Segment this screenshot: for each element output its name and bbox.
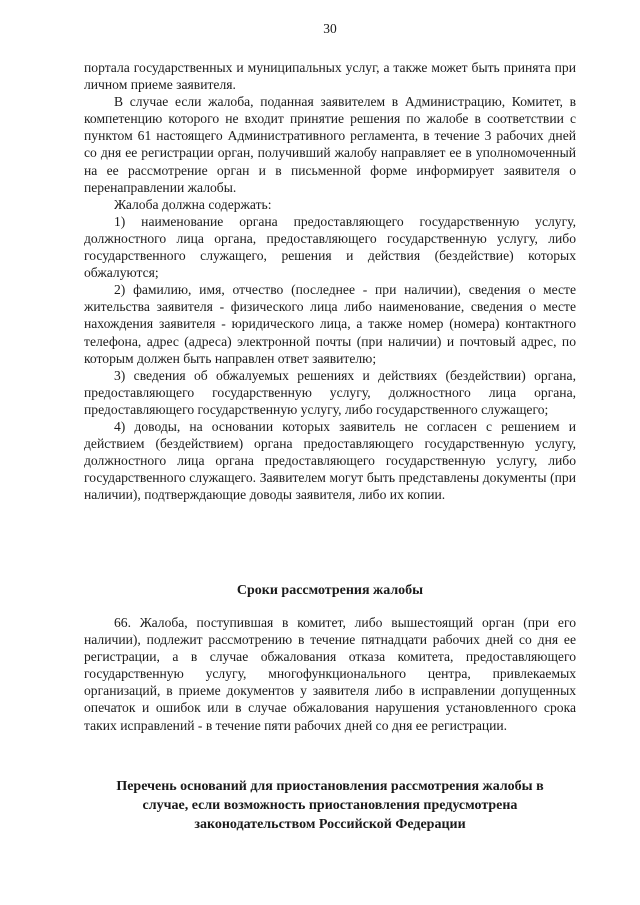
section-heading-suspension-grounds	[84, 777, 576, 834]
section-title-line-1: Перечень оснований для приостановления рассмотрения жалобы в	[116, 779, 544, 794]
paragraph-66: 66. Жалоба, поступившая в комитет, либо вышестоящий орган (при его наличии), подлежит рассмотрению в течение пятнадцати рабочих дней со дня ее регистрации, а в случае обжалования отказа комитета, предоставляющего государственную услугу, многофункционального центра, привлекаемых организаций, в приеме документов у заявителя либо в исправлении допущенных опечаток и ошибок или в случае обжалования нарушения установленного срока таких исправлений - в течение пяти рабочих дней со дня ее регистрации.	[84, 615, 576, 733]
list-item-1: 1) наименование органа предоставляющего государственную услугу, должностного лица органа, предоставляющего государственную услугу, либо государственного служащего, решения и действия (бездействие) которых обжалуются;	[84, 213, 576, 281]
list-item-2: 2) фамилию, имя, отчество (последнее - при наличии), сведения о месте жительства заявителя - физического лица либо наименование, сведения о месте нахождения заявителя - юридического лица, а также номер (номера) контактного телефона, адрес (адреса) электронной почты (при наличии) и почтовый адрес, по которым должен быть направлен ответ заявителю;	[84, 282, 576, 366]
paragraph-redirect-rule: В случае если жалоба, поданная заявителем в Администрацию, Комитет, в компетенцию которого не входит принятие решения по жалобе в соответствии с пунктом 61 настоящего Административного регламента, в течение 3 рабочих дней со дня ее регистрации орган, получивший жалобу направляет ее в уполномоченный на ее рассмотрение орган и в письменной форме информирует заявителя о перенаправлении жалобы.	[84, 94, 576, 195]
section-title: Сроки рассмотрения жалобы	[236, 583, 424, 598]
paragraph-continuation: портала государственных и муниципальных услуг, а также может быть принята при личном приеме заявителя.	[84, 60, 576, 93]
list-item-3: 3) сведения об обжалуемых решениях и действиях (бездействии) органа, предоставляющего государственную услугу, должностного лица органа, предоставляющего государственную услугу, либо государственного служащего;	[84, 367, 576, 417]
section-title-line-3: законодательством Российской Федерации	[194, 817, 466, 832]
list-item-4: 4) доводы, на основании которых заявитель не согласен с решением и действием (бездействием) органа предоставляющего государственную услугу, должностного лица органа предоставляющего государственную услугу, либо государственного служащего. Заявителем могут быть представлены документы (при наличии), подтверждающие доводы заявителя, либо их копии.	[84, 418, 576, 503]
section-title-line-2: случае, если возможность приостановления предусмотрена	[142, 798, 518, 813]
paragraph-complaint-contents-intro: Жалоба должна содержать:	[114, 196, 272, 212]
section-body-review-terms	[84, 614, 576, 734]
page-number: 30	[323, 21, 337, 36]
complaint-requirements-text	[84, 59, 576, 503]
section-heading-review-terms	[84, 582, 576, 600]
